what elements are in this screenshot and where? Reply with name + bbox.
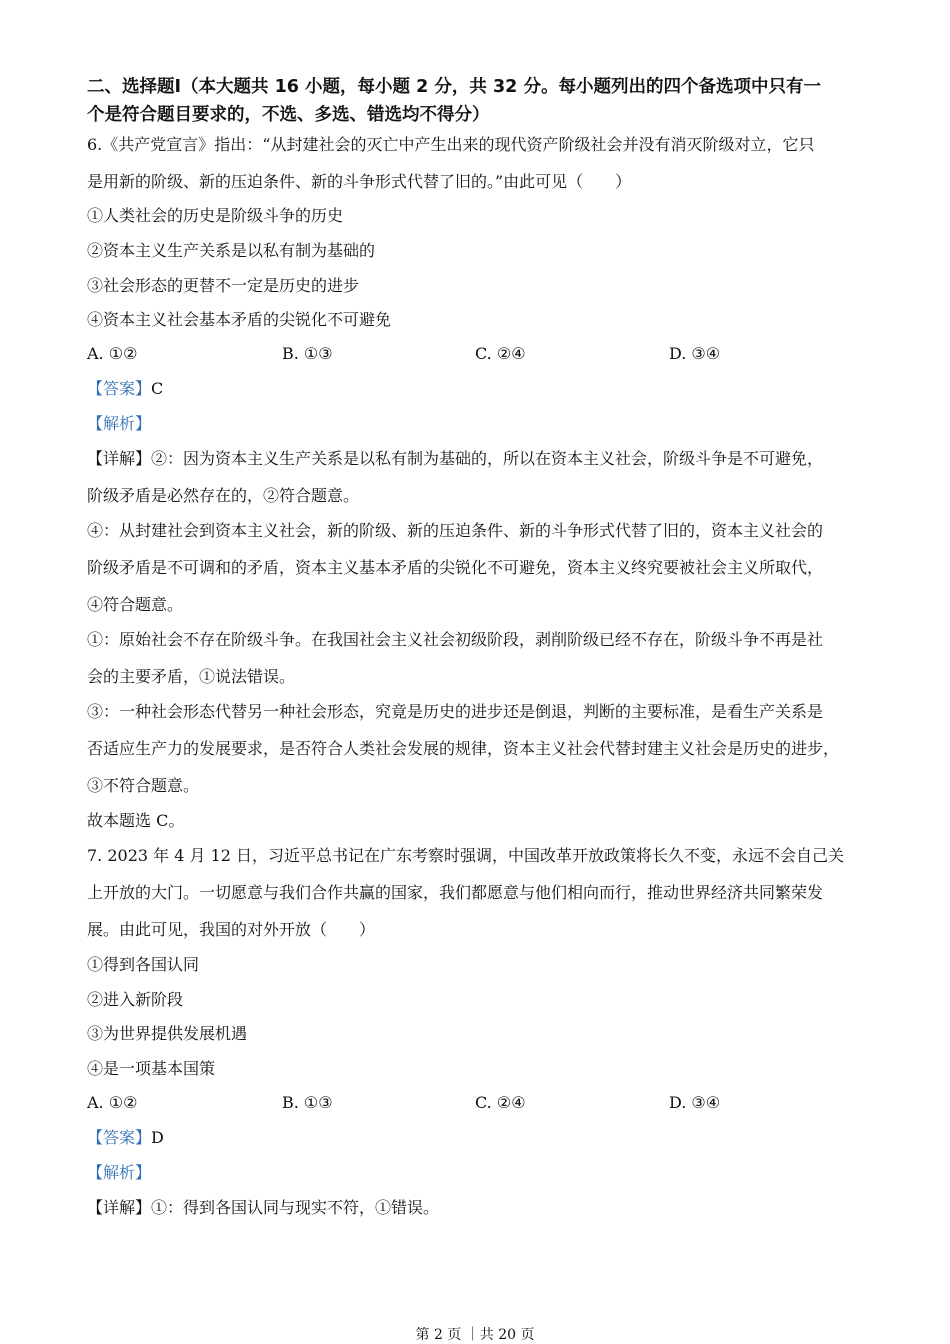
answer-label: 【答案】 [87, 379, 152, 398]
option-b: B. ①③ [282, 344, 333, 363]
detail-line [87, 449, 823, 469]
answer-line [87, 1128, 164, 1148]
question-stem: 上开放的大门。一切愿意与我们合作共赢的国家，我们都愿意与他们相向而行，推动世界经济共同繁荣发 [87, 883, 824, 902]
question-stem: 7. 2023 年 4 月 12 日，习近平总书记在广东考察时强调，中国改革开放政策将长久不变，永远不会自己关 [87, 846, 845, 865]
detail-text: ③：一种社会形态代替另一种社会形态，究竟是历史的进步还是倒退，判断的主要标准，是看生产关系是 [87, 702, 824, 721]
analysis-label: 【解析】 [87, 1163, 152, 1182]
statement: ①人类社会的历史是阶级斗争的历史 [87, 206, 344, 225]
section-header: 二、选择题Ⅰ（本大题共 16 小题，每小题 2 分，共 32 分。每小题列出的四个备选项中只有一 [87, 77, 821, 97]
statement: ③为世界提供发展机遇 [87, 1024, 248, 1043]
answer-value: D [151, 1128, 164, 1147]
detail-text: ④：从封建社会到资本主义社会，新的阶级、新的压迫条件、新的斗争形式代替了旧的，资本主义社会的 [87, 521, 824, 540]
answer-value: C [151, 379, 164, 398]
option-b: B. ①③ [282, 1093, 333, 1112]
option-a: A. ①② [87, 1093, 138, 1112]
answer-label: 【答案】 [87, 1128, 152, 1147]
detail-text: 阶级矛盾是不可调和的矛盾，资本主义基本矛盾的尖锐化不可避免，资本主义终究要被社会主义所取代， [87, 558, 824, 577]
section-header: 个是符合题目要求的，不选、多选、错选均不得分） [87, 105, 490, 125]
statement: ②资本主义生产关系是以私有制为基础的 [87, 241, 376, 260]
statement: ③社会形态的更替不一定是历史的进步 [87, 276, 360, 295]
detail-text: ①：原始社会不存在阶级斗争。在我国社会主义社会初级阶段，剥削阶级已经不存在，阶级斗争不再是社 [87, 630, 824, 649]
statement: ④是一项基本国策 [87, 1059, 216, 1078]
option-d: D. ③④ [669, 344, 721, 363]
analysis-label: 【解析】 [87, 414, 152, 433]
detail-label: 【详解】 [87, 449, 152, 468]
statement: ①得到各国认同 [87, 955, 200, 974]
detail-text: 故本题选 C。 [87, 811, 185, 830]
question-stem: 是用新的阶级、新的压迫条件、新的斗争形式代替了旧的。”由此可见（ ） [87, 172, 632, 191]
question-stem: 展。由此可见，我国的对外开放（ ） [87, 920, 376, 939]
statement: ④资本主义社会基本矛盾的尖锐化不可避免 [87, 310, 392, 329]
option-c: C. ②④ [475, 344, 526, 363]
option-d: D. ③④ [669, 1093, 721, 1112]
detail-text: ③不符合题意。 [87, 776, 200, 795]
detail-text: 会的主要矛盾，①说法错误。 [87, 667, 296, 686]
detail-text: 阶级矛盾是必然存在的，②符合题意。 [87, 486, 360, 505]
statement: ②进入新阶段 [87, 990, 184, 1009]
detail-text: ④符合题意。 [87, 595, 184, 614]
page-footer: 第 2 页 ｜共 20 页 [415, 1327, 535, 1343]
detail-label: 【详解】 [87, 1198, 152, 1217]
detail-line [87, 1198, 439, 1218]
option-c: C. ②④ [475, 1093, 526, 1112]
answer-line [87, 379, 163, 399]
detail-text: ①：得到各国认同与现实不符，①错误。 [151, 1198, 440, 1217]
detail-text: 否适应生产力的发展要求，是否符合人类社会发展的规律，资本主义社会代替封建主义社会是历史的进步， [87, 739, 840, 758]
question-stem: 6.《共产党宣言》指出：“从封建社会的灭亡中产生出来的现代资产阶级社会并没有消灭阶级对立，它只 [87, 135, 815, 154]
detail-text: ②：因为资本主义生产关系是以私有制为基础的，所以在资本主义社会，阶级斗争是不可避免， [151, 449, 824, 468]
option-a: A. ①② [87, 344, 138, 363]
